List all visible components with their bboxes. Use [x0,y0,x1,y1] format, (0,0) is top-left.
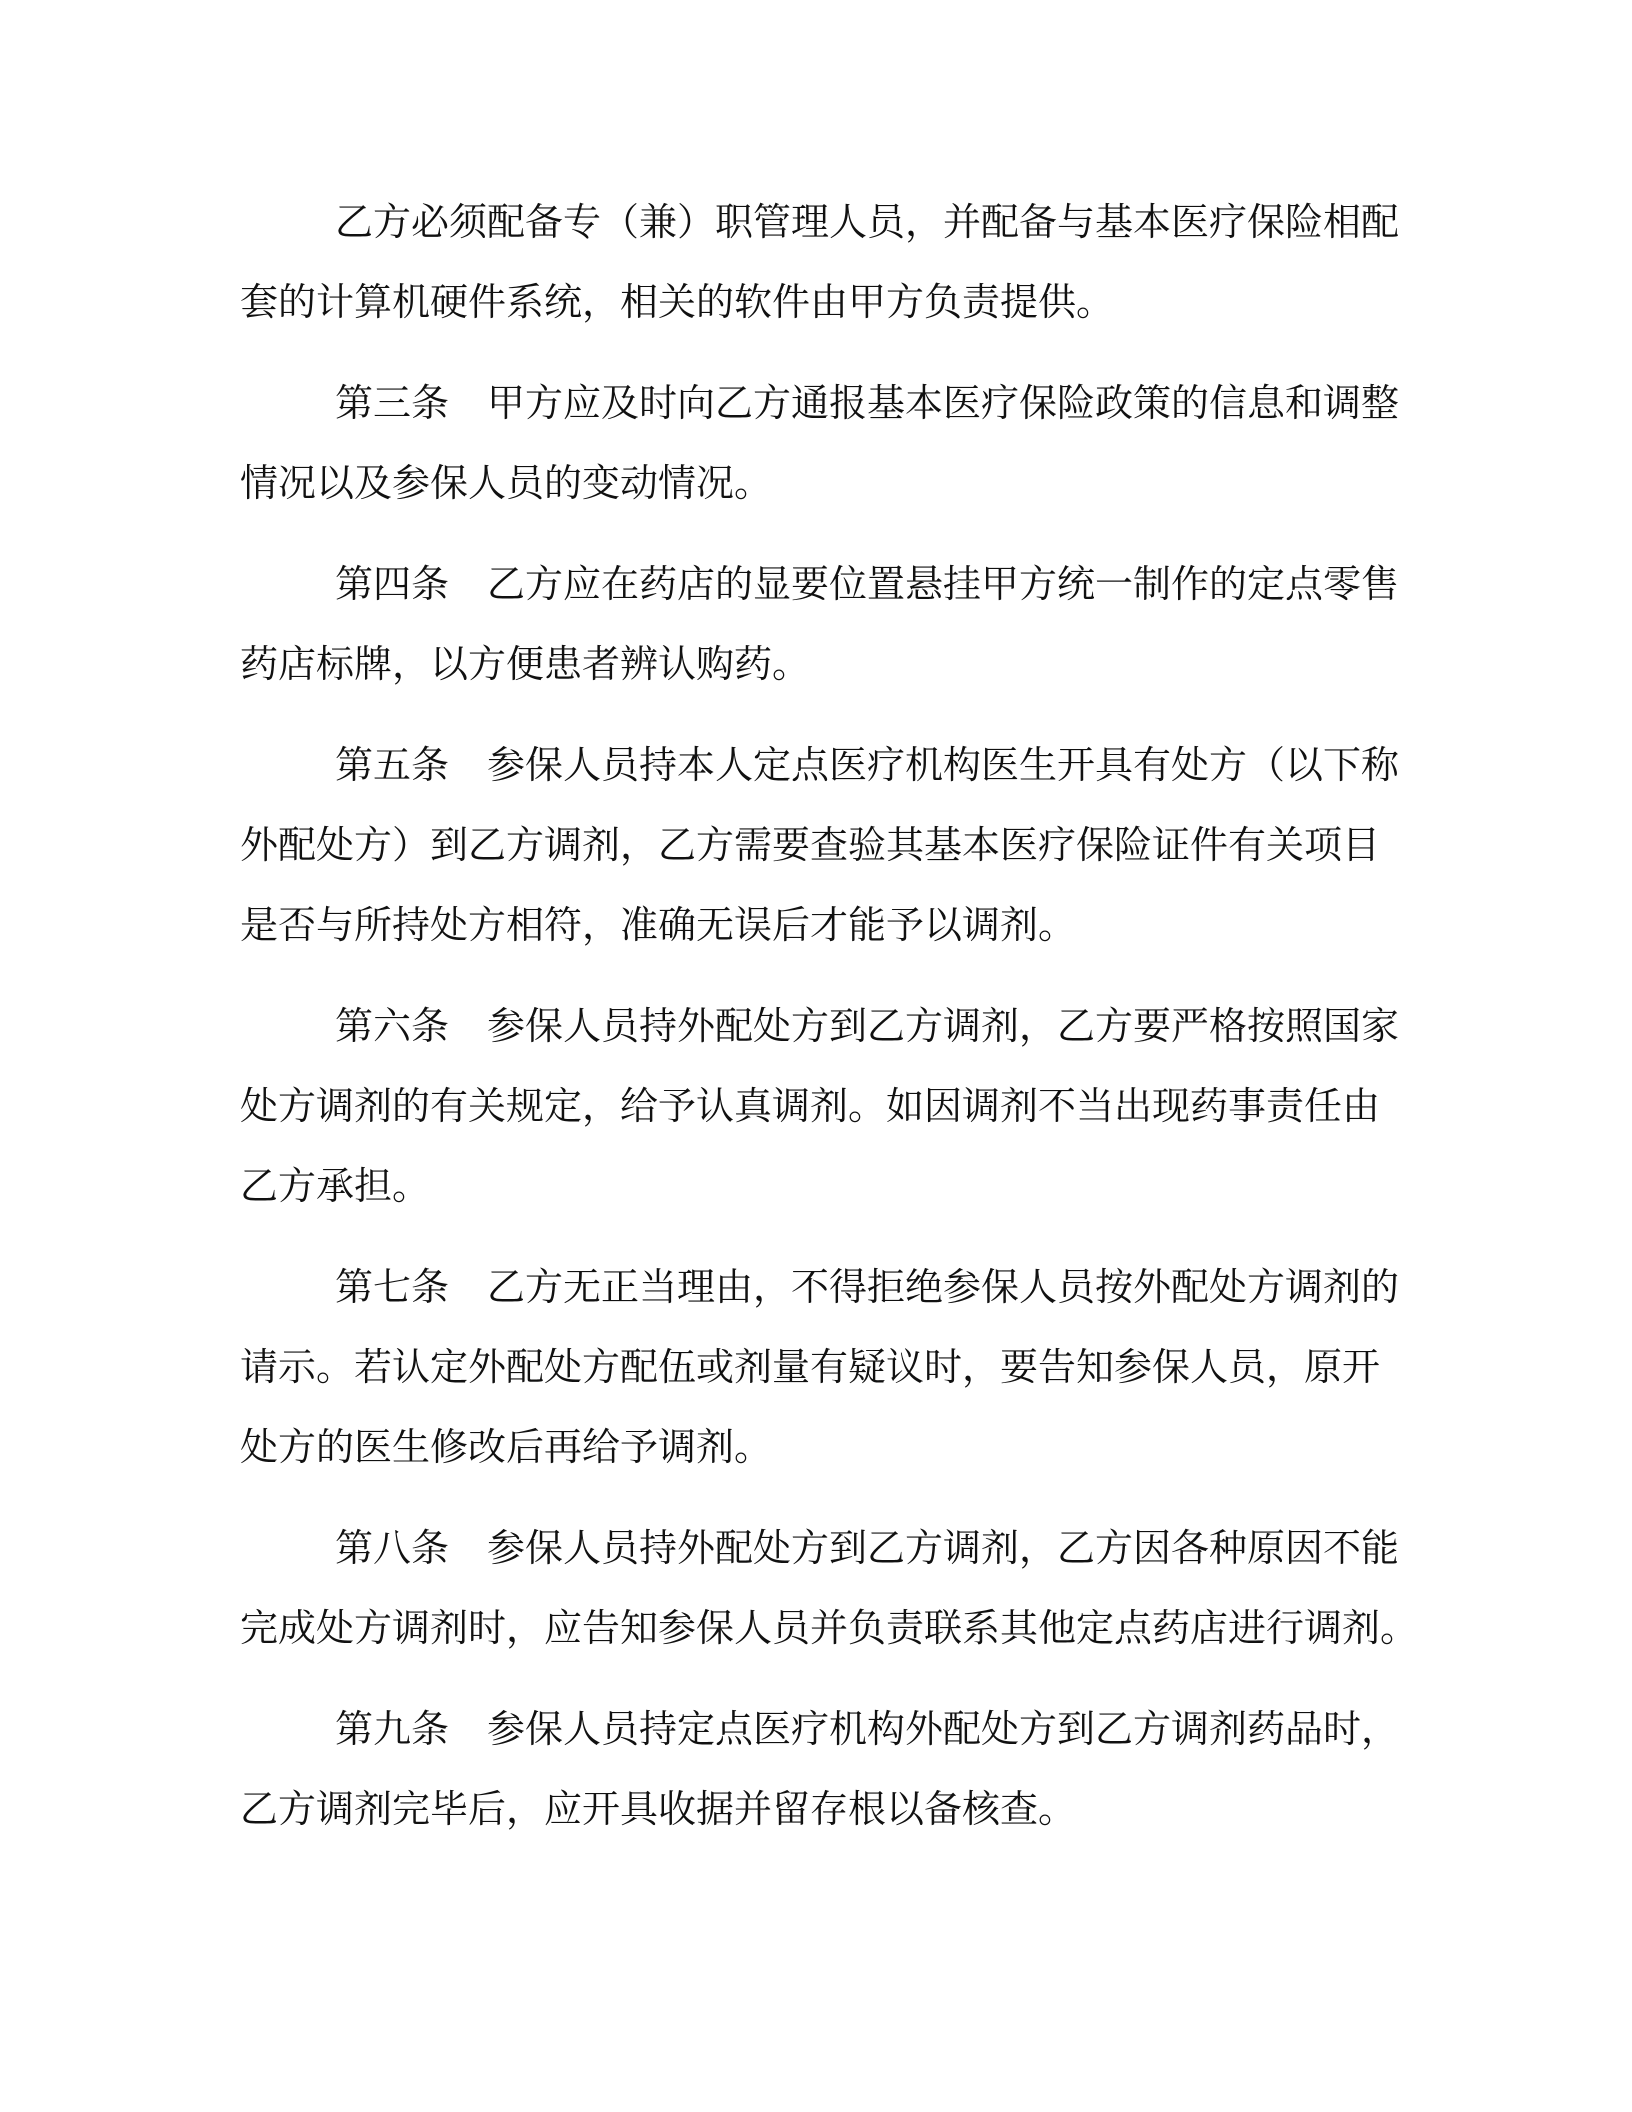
paragraph-line [240,363,1400,443]
article-text: 参保人员持外配处方到乙方调剂，乙方要严格按照国家 [487,1004,1400,1048]
article-text: 参保人员持本人定点医疗机构医生开具有处方（以下称 [487,743,1400,787]
article-number: 第六条 [335,1004,450,1048]
paragraph-line: 外配处方）到乙方调剂，乙方需要查验其基本医疗保险证件有关项目 [240,823,1381,867]
paragraph-staffing [240,182,1400,342]
article-8 [240,1508,1419,1668]
paragraph-line: 处方调剂的有关规定，给予认真调剂。如因调剂不当出现药事责任由 [240,1084,1381,1128]
paragraph-line: 请示。若认定外配处方配伍或剂量有疑议时，要告知参保人员，原开 [240,1345,1381,1389]
paragraph-line [240,986,1400,1066]
paragraph-line: 完成处方调剂时，应告知参保人员并负责联系其他定点药店进行调剂。 [240,1606,1419,1650]
article-4 [240,544,1400,704]
article-6 [240,986,1400,1226]
article-text: 参保人员持外配处方到乙方调剂，乙方因各种原因不能 [487,1526,1400,1570]
paragraph-line: 情况以及参保人员的变动情况。 [240,461,773,505]
paragraph-line: 药店标牌，以方便患者辨认购药。 [240,642,811,686]
article-text: 甲方应及时向乙方通报基本医疗保险政策的信息和调整 [487,381,1400,425]
article-number: 第七条 [335,1265,450,1309]
paragraph-line: 乙方承担。 [240,1164,431,1208]
paragraph-line [240,1508,1400,1588]
paragraph-line [240,725,1400,805]
paragraph-line: 乙方调剂完毕后，应开具收据并留存根以备核查。 [240,1787,1077,1831]
article-number: 第九条 [335,1707,450,1751]
article-text: 乙方应在药店的显要位置悬挂甲方统一制作的定点零售 [487,562,1400,606]
paragraph-line [240,1247,1400,1327]
article-number: 第三条 [335,381,450,425]
paragraph-line: 是否与所持处方相符，准确无误后才能予以调剂。 [240,903,1077,947]
article-9 [240,1689,1400,1849]
article-3 [240,363,1400,523]
article-number: 第五条 [335,743,450,787]
document-body [240,182,1419,1870]
paragraph-line: 乙方必须配备专（兼）职管理人员，并配备与基本医疗保险相配 [335,200,1400,244]
paragraph-line [240,544,1400,624]
article-number: 第八条 [335,1526,450,1570]
article-text: 乙方无正当理由，不得拒绝参保人员按外配处方调剂的 [487,1265,1400,1309]
article-7 [240,1247,1400,1487]
paragraph-line: 处方的医生修改后再给予调剂。 [240,1425,773,1469]
article-5 [240,725,1400,965]
paragraph-line: 套的计算机硬件系统，相关的软件由甲方负责提供。 [240,280,1115,324]
article-text: 参保人员持定点医疗机构外配处方到乙方调剂药品时， [487,1707,1400,1751]
article-number: 第四条 [335,562,450,606]
paragraph-line [240,1689,1400,1769]
